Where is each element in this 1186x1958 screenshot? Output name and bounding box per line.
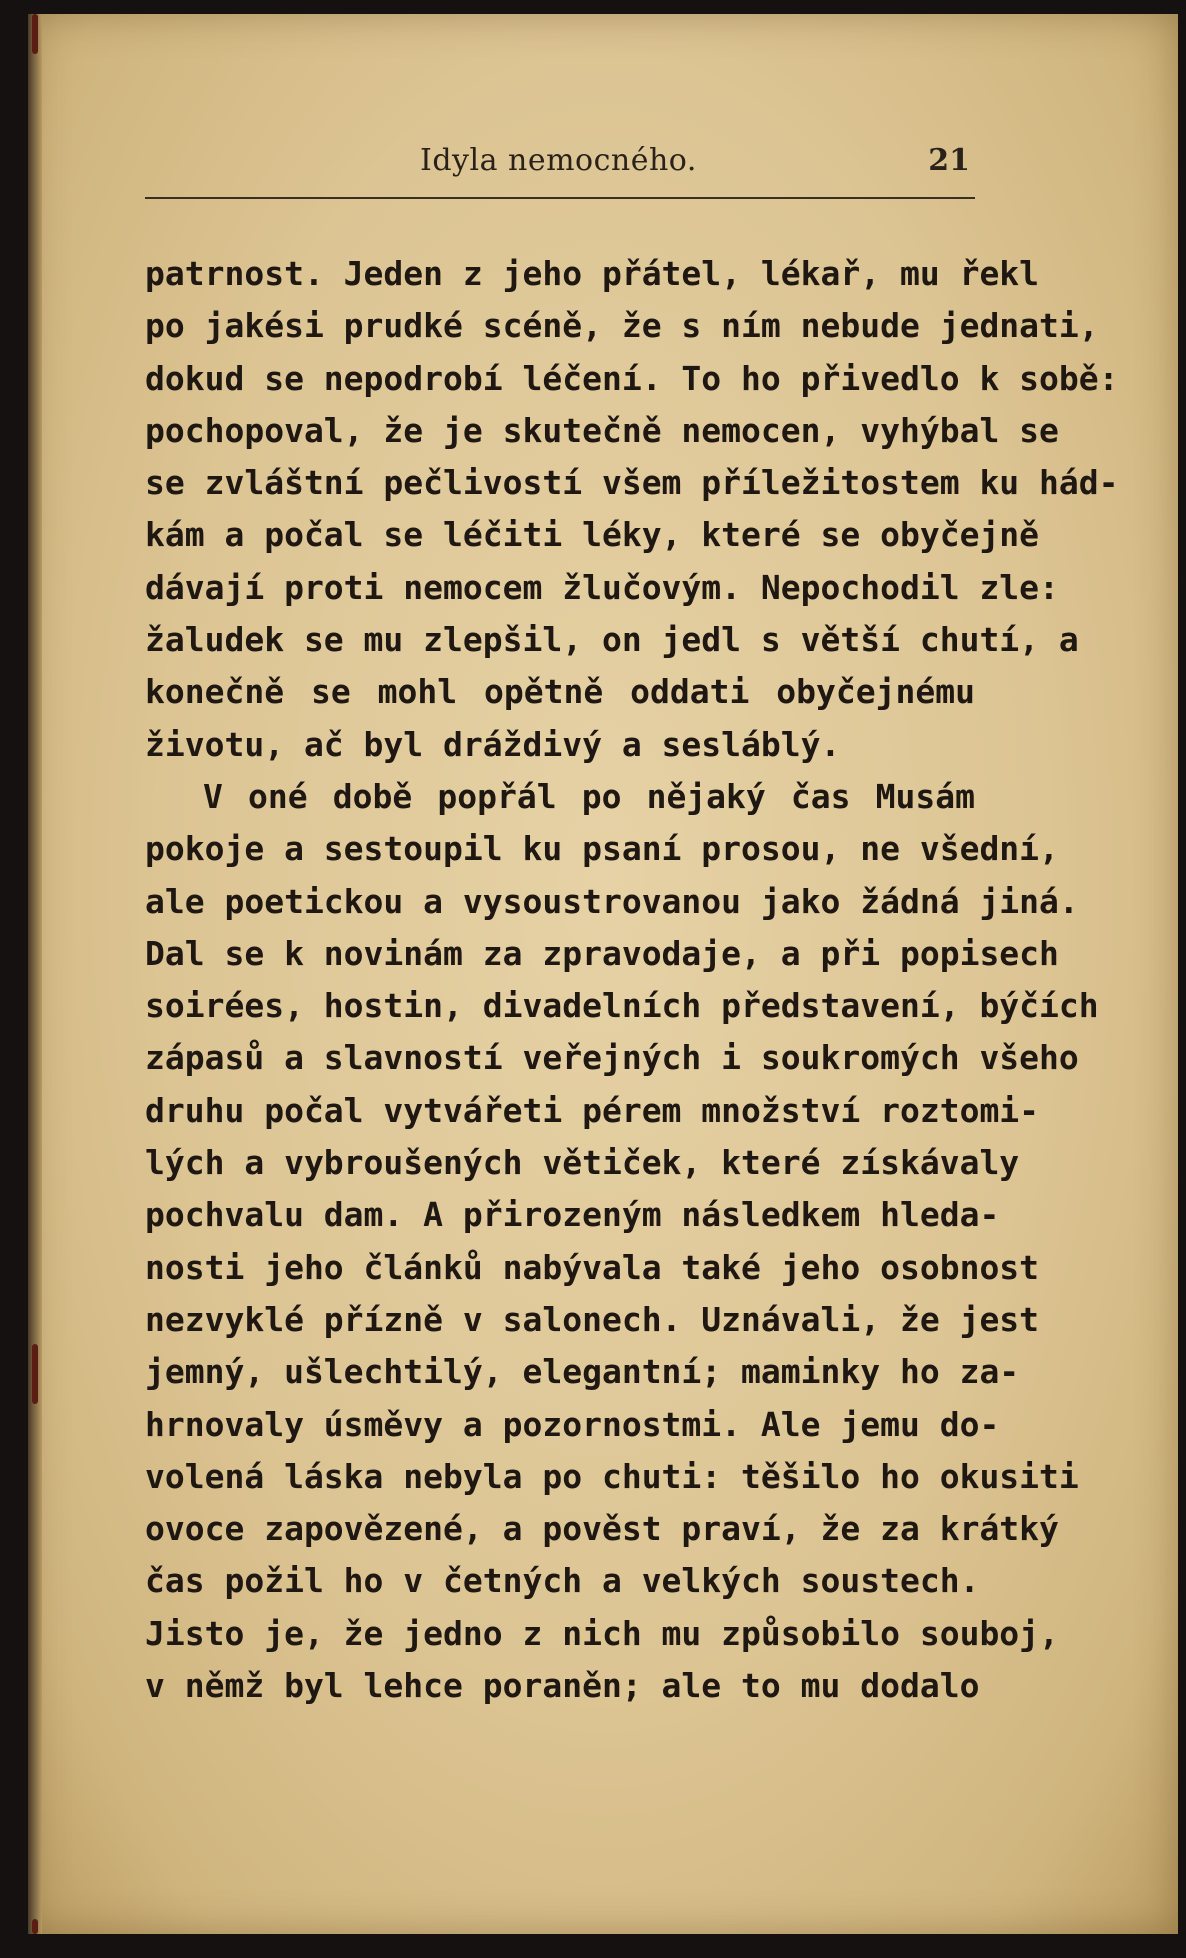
text-line: lých a vybroušených větiček, které získávaly bbox=[145, 1143, 1020, 1183]
text-line: žaludek se mu zlepšil, on jedl s větší chutí, a bbox=[145, 620, 1079, 660]
text-line: Jisto je, že jedno z nich mu způsobilo souboj, bbox=[145, 1613, 1059, 1653]
text-line: dávají proti nemocem žlučovým. Nepochodil zle: bbox=[145, 567, 1059, 607]
text-line: ale poetickou a vysoustrovanou jako žádná jiná. bbox=[145, 881, 1079, 921]
text-line: V oné době popřál po nějaký čas Musám bbox=[203, 776, 975, 816]
text-line: nosti jeho článků nabývala také jeho osobnost bbox=[145, 1247, 1040, 1287]
text-line: nezvyklé přízně v salonech. Uznávali, že jest bbox=[145, 1299, 1040, 1339]
text-line: jemný, ušlechtilý, elegantní; maminky ho za- bbox=[145, 1352, 1020, 1392]
text-line: dokud se nepodrobí léčení. To ho přivedlo k sobě: bbox=[145, 358, 1119, 398]
binding-thread-mark bbox=[32, 14, 38, 54]
text-line: soirées, hostin, divadelních představení, býčích bbox=[145, 986, 1099, 1026]
text-line: kám a počal se léčiti léky, které se obyčejně bbox=[145, 515, 1040, 555]
page-header bbox=[145, 143, 975, 193]
text-line: zápasů a slavností veřejných i soukromých všeho bbox=[145, 1038, 1079, 1078]
binding-thread-mark bbox=[32, 1344, 38, 1404]
text-line: životu, ač byl dráždivý a sesláblý. bbox=[145, 724, 841, 764]
text-line: pochvalu dam. A přirozeným následkem hleda- bbox=[145, 1195, 1000, 1235]
running-title: Idyla nemocného. bbox=[420, 143, 697, 178]
text-line: Dal se k novinám za zpravodaje, a při popisech bbox=[145, 933, 1059, 973]
page-number: 21 bbox=[928, 143, 970, 178]
text-line: pokoje a sestoupil ku psaní prosou, ne všední, bbox=[145, 829, 1059, 869]
binding-thread-mark bbox=[32, 1919, 38, 1934]
text-line: čas požil ho v četných a velkých soustech. bbox=[145, 1561, 980, 1601]
body-text bbox=[145, 248, 1119, 1712]
text-line: volená láska nebyla po chuti: těšilo ho okusiti bbox=[145, 1456, 1079, 1496]
text-line: v němž byl lehce poraněn; ale to mu dodalo bbox=[145, 1666, 980, 1706]
text-line: konečně se mohl opětně oddati obyčejnému bbox=[145, 672, 975, 712]
page-gutter-shadow bbox=[28, 14, 42, 1934]
text-line: druhu počal vytvářeti pérem množství roztomi- bbox=[145, 1090, 1040, 1130]
text-line: hrnovaly úsměvy a pozornostmi. Ale jemu do- bbox=[145, 1404, 1000, 1444]
header-rule bbox=[145, 197, 975, 199]
text-line: patrnost. Jeden z jeho přátel, lékař, mu řekl bbox=[145, 254, 1040, 293]
text-line: ovoce zapovězené, a pověst praví, že za krátký bbox=[145, 1509, 1059, 1549]
text-line: se zvláštní pečlivostí všem příležitostem ku hád- bbox=[145, 463, 1119, 503]
text-line: po jakési prudké scéně, že s ním nebude jednati, bbox=[145, 306, 1099, 346]
text-line: pochopoval, že je skutečně nemocen, vyhýbal se bbox=[145, 410, 1059, 450]
